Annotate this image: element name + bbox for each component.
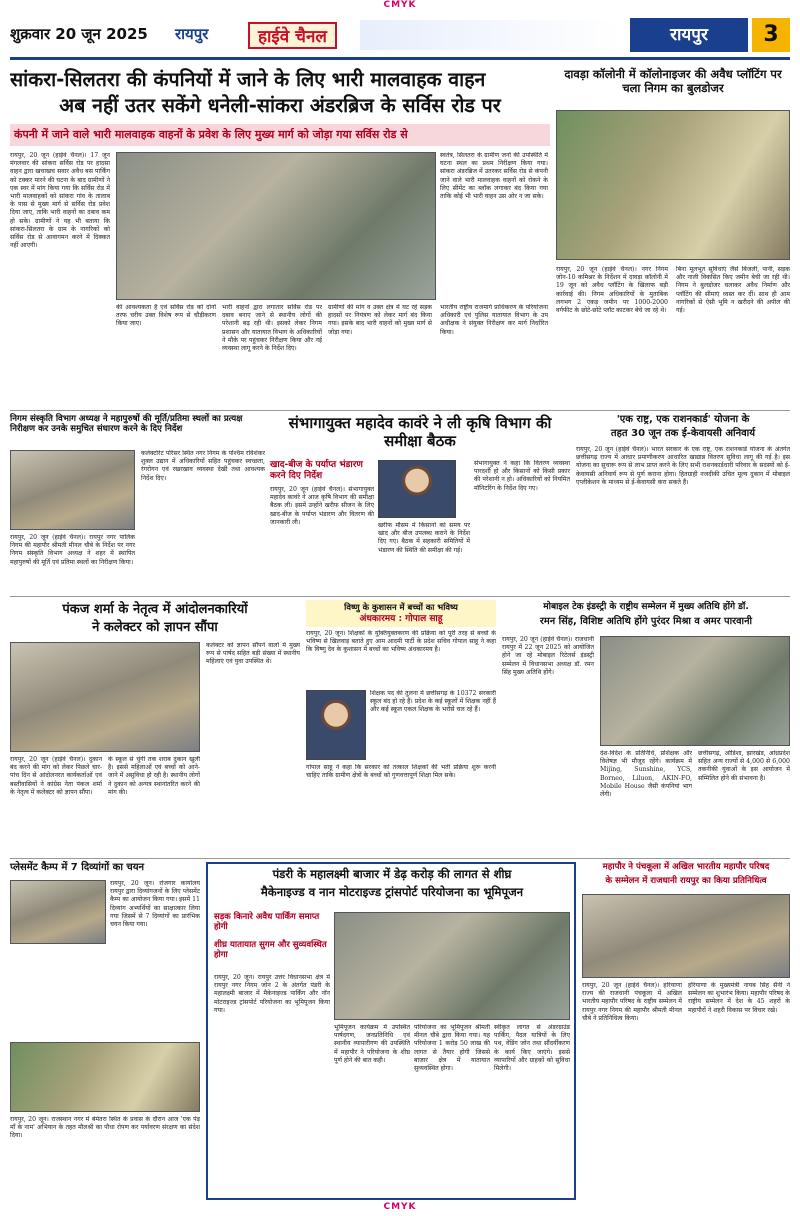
placement-text: रायपुर, 20 जून। रोजगार कार्यालय रायपुर द्वारा दिव्यांगजनों के लिए प्लेसमेंट कैम्प का आयोजन किया गया। इसमें 11 दिव्यांग अभ्यर्थियों का साक्षात्कार लिया गया जिसमें से 7 दिव्यांगों का प्रारंभिक चयन किया गया। — [110, 880, 200, 929]
vishnu-headline-2: अंधकारमय : गोपाल साहू — [306, 613, 496, 627]
pankaj-story — [10, 600, 300, 856]
lead-col-1: रायपुर, 20 जून (हाईवे चैनल)। 17 जून मंगलवार की सांकरा सर्विस रोड पर हादसा वाहन द्वारा खचाखच सवार अवैध बस पार्किंग को टक्कर मारने की घटना के बाद ग्रामीणों ने एक स्वर में मांग किया गया कि सर्विस रोड में भारी मालवाहकों को सांकरा गांव के तालाब के पास से मुख्य मार्ग से सर्विस रोड प्रवेश दिया जाए, ताकि भारी वाहनों का दबाव कम हो सके। ग्रामीणों ने यह भी बताया कि सांकरा-सिलतरा के ग्राम के नागरिकों को सर्विस रोड से आवागमन करने में दिक्कत नहीं आएगी। — [10, 152, 110, 250]
statues-headline: निगम संस्कृति विभाग अध्यक्ष ने महापुरुषों की मूर्ति/प्रतिमा स्थलों का प्रत्यक्ष निरीक्षण कर उनके समुचित संधारण करने के दिए निर्देश — [10, 414, 243, 435]
mahapaur-headline-1: महापौर ने पंचकूला में अखिल भारतीय महापौर परिषद — [602, 862, 770, 872]
registration-mark-top: CMYK — [383, 0, 417, 10]
registration-mark-bottom: CMYK — [383, 1202, 417, 1212]
divider — [10, 596, 790, 597]
pandri-bullet-1: सड़क किनारे अवैध पार्किंग समाप्त होगी — [214, 912, 320, 933]
placement-headline: प्लेसमेंट कैम्प में 7 दिव्यांगों का चयन — [10, 862, 145, 873]
pandri-col-2: भूमिपूजन कार्यक्रम में उपस्थित पार्षदगण, जनप्रतिनिधि एवं स्थानीय व्यापारीगण की उपस्थिति में महापौर ने परियोजना के शीघ्र पूर्ण होने की बात कही। — [334, 1024, 410, 1064]
statues-text: रायपुर, 20 जून (हाईवे चैनल)। रायपुर नगर पालिक निगम की महापौर श्रीमती मीनल चौबे के निर्देश पर नगर निगम संस्कृति विभाग अध्यक्ष ने शहर में स्थापित महापुरुषों की मूर्ति एवं प्रतिमा स्थलों का निरीक्षण किया। — [10, 534, 135, 566]
pandri-bullet-2: शीघ्र यातायात सुगम और सुव्यवस्थित होगा — [214, 940, 327, 961]
statues-story — [10, 414, 265, 594]
lead-col-5: स्वतंत्र, सिलतरा के ग्रामीण जनों की उपस्थिति में घटना स्थल का प्रथम निरीक्षण किया गया। सांकरा अंडरब्रिज में उतरकर सर्विस रोड से कंपनी जाने वाले भारी मालवाहक वाहनों को रोकने के लिए सीमेंट का ब्लॉक लगाकर बंद किया गया ताकि कोई भी भारी वाहन उस ओर न जा सके। — [440, 152, 548, 201]
bulldozer-photo — [556, 110, 790, 260]
mobile-headline-1: मोबाइल टेक इंडस्ट्री के राष्ट्रीय सम्मेलन में मुख्य अतिथि होंगे डॉ. — [543, 602, 749, 612]
divcom-story — [270, 414, 570, 594]
vishnu-photo — [306, 690, 366, 760]
ration-story — [576, 414, 790, 594]
pandri-photo — [334, 912, 570, 1020]
page-number: 3 — [752, 18, 790, 52]
mahapaur-story — [582, 862, 790, 1200]
pandri-story — [206, 862, 576, 1200]
placement-photo — [10, 880, 106, 944]
pankaj-text: रायपुर, 20 जून (हाईवे चैनल)। दुकान बंद करने की मांग को लेकर पिछले चार-पांच दिन से आंदोलनरत कार्यकर्ताओं एवं बस्तीवासियों ने कांग्रेस नेता पंकज शर्मा के नेतृत्व में कलेक्टर को ज्ञापन सौंपा। — [10, 756, 102, 796]
divcom-col-1: रायपुर, 20 जून (हाईवे चैनल)। संभागायुक्त महादेव कावंरे ने आज कृषि विभाग की समीक्षा बैठक ली। इसमें उन्होंने खरीफ सीजन के लिए खाद-बीज के पर्याप्त भंडारण और वितरण की जानकारी ली। — [270, 486, 374, 526]
mobile-headline-2: रमन सिंह, विशिष्ट अतिथि होंगे पुरंदर मिश्रा व अमर पारवानी — [539, 616, 753, 627]
divider — [10, 858, 790, 859]
lead-story — [10, 64, 550, 408]
section-label: रायपुर — [630, 18, 748, 52]
mobile-photo — [600, 636, 790, 746]
pandri-headline-2: मैकेनाइज्ड व नान मोटराइज्ड ट्रांसपोर्ट परियोजना का भूमिपूजन — [260, 885, 524, 899]
lead-headline-1: सांकरा-सिलतरा की कंपनियों में जाने के लिए भारी मालवाहक वाहन — [10, 68, 486, 91]
vishnu-col-3: गोपाल साहू ने कहा कि सरकार को तत्काल शिक्षकों की भर्ती प्रक्रिया शुरू करनी चाहिए ताकि ग्रामीण क्षेत्रों के बच्चों को गुणवत्तापूर्ण शिक्षा मिल सके। — [306, 764, 496, 780]
lead-col-4: भारतीय राष्ट्रीय राजमार्ग प्राधिकरण के परियोजना अधिकारी एवं पुलिस यातायात विभाग के उप अधीक्षक ने संयुक्त निरीक्षण कर मार्ग निर्धारित किया। — [440, 304, 548, 336]
lead-photo — [116, 152, 436, 300]
pandri-headline-1: पंडरी के महालक्ष्मी बाजार में डेढ़ करोड़ की लागत से शीघ्र — [272, 867, 512, 881]
bulldozer-headline: दावड़ा कॉलोनी में कॉलोनाइजर की अवैध प्लॉटिंग पर चला निगम का बुलडोजर — [564, 67, 782, 95]
lead-photo-caption: की आवश्यकता है एवं सर्विस रोड को दोनों तरफ चरीय उक्त विशेष रूप से चौड़ीकरण किया जाए। — [116, 304, 216, 328]
mobile-story — [502, 600, 790, 856]
pankaj-col-2: के स्कूल से चुंगी तक शराब दुकान खुली है। इससे महिलाओं एवं बच्चों को आने-जाने में असुविधा हो रही है। स्थानीय लोगों ने दुकान को अन्यत्र स्थानांतरित करने की मांग की। — [108, 756, 200, 796]
pandri-col-3: परियोजना का भूमिपूजन श्रीमती मीनल चौबे द्वारा किया गया। यह परियोजना 1 करोड़ 50 लाख की लागत से तैयार होगी जिससे बाजार क्षेत्र में यातायात सुव्यवस्थित होगा। — [414, 1024, 490, 1073]
mahapaur-headline-2: के सम्मेलन में राजधानी रायपुर का किया प्रतिनिधित्व — [605, 876, 767, 886]
masthead — [10, 14, 790, 60]
divider — [10, 410, 790, 411]
issue-date: शुक्रवार 20 जून 2025 — [10, 25, 148, 43]
vishnu-col-1: रायपुर, 20 जून। शिक्षकों के युक्तियुक्तकरण की प्रक्रिया को पूरी तरह से बच्चों के भविष्य से खिलवाड़ बताते हुए आम आदमी पार्टी के प्रदेश सचिव गोपाल साहू ने कहा कि विष्णु देव के कुशासन में बच्चों का भविष्य अंधकारमय है। — [306, 630, 496, 654]
divcom-col-2: खरीफ मौसम में किसानों को समय पर खाद और बीज उपलब्ध कराने के निर्देश दिए गए। बैठक में सहकारी समितियों में भंडारण की स्थिति की समीक्षा की गई। — [378, 522, 470, 554]
vishnu-story — [306, 600, 496, 856]
mobile-col-3: छत्तीसगढ़, ओडिशा, झारखंड, आंध्रप्रदेश सहित अन्य राज्यों से 4,000 से 6,000 तकनीकी युवाओं के इस आयोजन में सम्मिलित होने की संभावना है। — [698, 750, 790, 782]
bulldozer-col-2: बिना मूलभूत सुविधाएं जैसे बिजली, पानी, सड़क और नाली विकसित किए जमीन बेची जा रही थी। निगम ने बुलडोजर चलाकर अवैध निर्माण और प्लॉटिंग की सीमाएं ध्वस्त कर दीं। साथ ही आम नागरिकों से ऐसी भूमि न खरीदने की अपील की गई। — [676, 266, 790, 315]
lead-col-2: भारी वाहनों द्वारा लगातार सर्विस रोड पर दबाव बनाए जाने से स्थानीय लोगों की परेशानी बढ़ रही थी। इसको लेकर निगम प्रशासन और यातायात विभाग के अधिकारियों ने मौके पर पहुंचकर निरीक्षण किया और नई व्यवस्था लागू करने के निर्देश दिए। — [222, 304, 322, 353]
mahapaur-col-2: हरियाणा के मुख्यमंत्री नायब सिंह सैनी ने सम्मेलन का शुभारंभ किया। महापौर परिषद के राष्ट्रीय सम्मेलन में देश के 45 शहरों के महापौरों ने शहरी विकास पर विचार रखे। — [688, 982, 790, 1014]
ration-text: रायपुर, 20 जून (हाईवे चैनल)। भारत सरकार के एक राष्ट्र, एक राशनकार्ड योजना के अंतर्गत छत्तीसगढ़ राज्य में आधार प्रमाणीकरण आधारित खाद्यान्न वितरण सुविधा लागू की गई है। इस योजना का सुचारू रूप से लाभ प्राप्त करने के लिए सभी राशनकार्डधारी परिवार के सदस्यों को ई-केवायसी अनिवार्य रूप से पूर्ण कराना होगा। हितग्राही नजदीकी उचित मूल्य दुकान में मोबाइल एप्लीकेशन के माध्यम से ई-केवायसी करा सकते हैं। — [576, 446, 790, 486]
pandri-col-1: रायपुर, 20 जून। रायपुर उत्तर विधानसभा क्षेत्र में रायपुर नगर निगम जोन 2 के अंतर्गत पंडरी के महालक्ष्मी बाजार में मैकेनाइज्ड पार्किंग और नॉन मोटराइज्ड ट्रांसपोर्ट परियोजना का भूमिपूजन किया गया। — [214, 974, 330, 1014]
pandri-col-4: स्वीकृत लागत से अंडरग्राउंड पार्किंग, पैदल यात्रियों के लिए पथ, वेंडिंग जोन तथा सौंदर्यीकरण के कार्य किए जाएंगे। इससे व्यापारियों और ग्राहकों को सुविधा मिलेगी। — [494, 1024, 570, 1073]
masthead-banner — [360, 20, 620, 50]
mobile-col-1: रायपुर, 20 जून (हाईवे चैनल)। राजधानी रायपुर में 22 जून 2025 को आयोजित होने जा रहे मोबाइल रिटेलर्स इंडस्ट्री सम्मेलन में विधानसभा अध्यक्ष डॉ. रमन सिंह मुख्य अतिथि होंगे। — [502, 636, 594, 676]
ration-headline-2: तहत 30 जून तक ई-केवायसी अनिवार्य — [610, 428, 756, 439]
mahapaur-photo — [582, 894, 790, 978]
pankaj-headline-2: ने कलेक्टर को ज्ञापन सौंपा — [92, 620, 218, 635]
statues-col-2: कलेक्टोरेट परिसर स्थित नगर निगम के पश्चिम रविशंकर शुक्ल उद्यान में अधिकारियों सहित पहुंचकर स्वच्छता, रंगरोगन एवं रखरखाव व्यवस्था देखी तथा आवश्यक निर्देश दिए। — [141, 450, 265, 482]
bulldozer-story — [556, 64, 790, 408]
vishnu-headline-1: विष्णु के कुशासन में बच्चों का भविष्य — [306, 600, 496, 614]
placement-story — [10, 862, 200, 1200]
edition-city: रायपुर — [175, 25, 209, 43]
lead-subhead: कंपनी में जाने वाले भारी मालवाहक वाहनों के प्रवेश के लिए मुख्य मार्ग को जोड़ा गया सर्विस रोड से — [10, 124, 550, 146]
yoga-photo — [10, 1042, 200, 1112]
pankaj-photo — [10, 642, 200, 752]
vishnu-col-2: शिक्षक पद की तुलना में छत्तीसगढ़ के 10372 सरकारी स्कूल बंद हो रहे हैं। प्रदेश के कई स्कूलों में शिक्षक नहीं हैं और कई स्कूल एकल शिक्षक के भरोसे चल रहे हैं। — [370, 690, 496, 714]
mobile-col-2: देश-विदेश के प्रतिनिधि, प्रशिक्षक और विशेषज्ञ भी मौजूद रहेंगे। कार्यक्रम में Mijing, Sunshine, YCS, Borneo, Liluon, AKIN-FO, Mobile House जैसी कंपनियां भाग लेंगी। — [600, 750, 692, 799]
lead-headline-2: अब नहीं उतर सकेंगे धनेली-सांकरा अंडरब्रिज के सर्विस रोड पर — [59, 94, 501, 117]
lead-col-3: ग्रामीणों की मांग व उक्त क्षेत्र में घट रहे सड़क हादसों पर नियंत्रण को लेकर मार्ग बंद किया गया। इसके बाद भारी वाहनों को मुख्य मार्ग से जोड़ा गया। — [328, 304, 432, 336]
pankaj-headline-1: पंकज शर्मा के नेतृत्व में आंदोलनकारियों — [62, 602, 248, 617]
bulldozer-col-1: रायपुर, 20 जून (हाईवे चैनल)। नगर निगम जोन-10 कमिश्नर के निर्देशन में दावड़ा कॉलोनी में 19 जून को अवैध प्लॉटिंग के खिलाफ बड़ी कार्रवाई की। निगम अधिकारियों के मुताबिक लगभग 2 एकड़ जमीन पर 1000-2000 वर्गफीट के छोटे-छोटे प्लॉट काटकर बेचे जा रहे थे। — [556, 266, 668, 315]
newspaper-logo: हाईवे चैनल — [248, 22, 337, 49]
divcom-subhead: खाद-बीज के पर्याप्त भंडारण करने दिए निर्देश — [270, 460, 363, 481]
pankaj-col-3: कलेक्टर को ज्ञापन सौंपने वालों में मुख्य रूप से पार्षद सहित बड़ी संख्या में स्थानीय महिलाएं एवं युवा उपस्थित थे। — [206, 642, 300, 666]
divcom-photo — [378, 460, 456, 518]
divcom-col-3: संभागायुक्त ने कहा कि वितरण व्यवस्था पारदर्शी हो और किसानों को किसी प्रकार की परेशानी न हो। अधिकारियों को नियमित मॉनिटरिंग के निर्देश दिए गए। — [474, 460, 570, 492]
mahapaur-col-1: रायपुर, 20 जून (हाईवे चैनल)। हरियाणा राज्य की राजधानी पंचकूला में अखिल भारतीय महापौर परिषद के राष्ट्रीय सम्मेलन में रायपुर नगर निगम की महापौर श्रीमती मीनल चौबे ने प्रतिनिधित्व किया। — [582, 982, 682, 1022]
divcom-headline: संभागायुक्त महादेव कावंरे ने ली कृषि विभाग की समीक्षा बैठक — [288, 414, 552, 450]
statues-photo — [10, 450, 135, 530]
yoga-caption: रायपुर, 20 जून। राजस्थान नगर में बेमेतरा स्थित के प्रवास के दौरान आज 'एक पेड़ माँ के नाम' अभियान के तहत मौलश्री का पौधा रोपण कर पर्यावरण संरक्षण का संदेश दिया। — [10, 1116, 200, 1140]
ration-headline-1: 'एक राष्ट्र, एक राशनकार्ड' योजना के — [616, 414, 750, 425]
